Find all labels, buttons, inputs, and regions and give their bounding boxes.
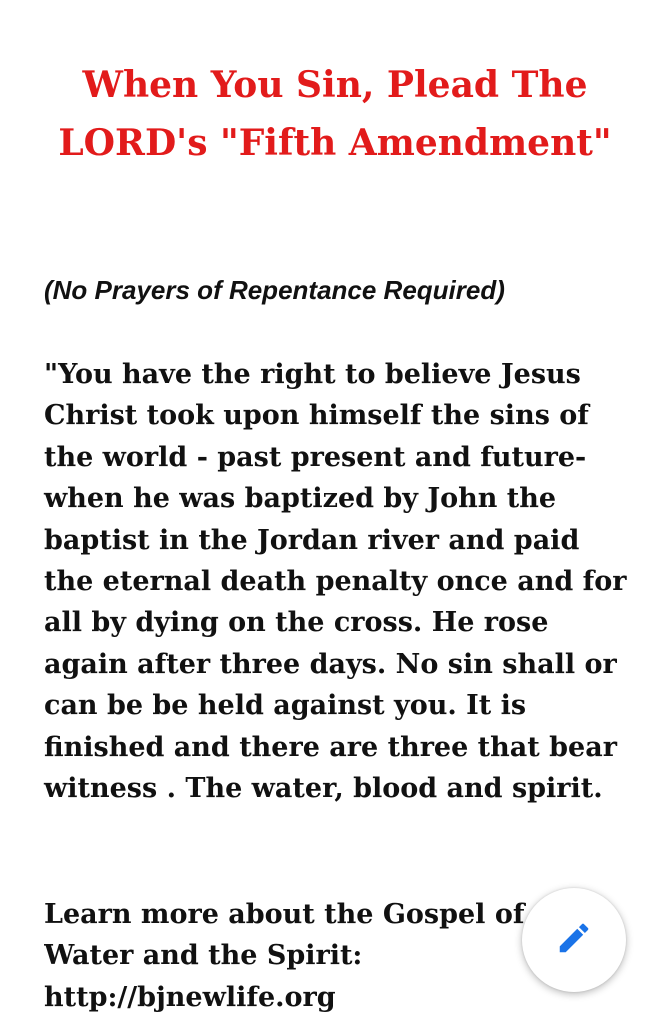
edit-fab-button[interactable] — [522, 888, 626, 992]
learn-more-line-2: Water and the Spirit: — [44, 940, 363, 972]
post-body: "You have the right to believe Jesus Christ took upon himself the sins of the world - past present and future- when he was baptized by John the baptist in the Jordan river and paid the eternal death penalty once and for all by dying on the cross. He rose again after three days. No sin shall or can be be held against you. It is finished and there are three that bear witness . The water, blood and spirit. — [44, 359, 627, 805]
learn-more-line-1: Learn more about the Gospel of — [44, 899, 525, 930]
learn-more-block — [44, 894, 544, 1018]
post-subtitle: (No Prayers of Repentance Required) — [44, 275, 505, 305]
post-title: When You Sin, Plead The LORD's "Fifth Amendment" — [58, 64, 612, 164]
pencil-icon — [555, 919, 593, 961]
learn-more-link[interactable]: http://bjnewlife.org — [44, 981, 336, 1013]
